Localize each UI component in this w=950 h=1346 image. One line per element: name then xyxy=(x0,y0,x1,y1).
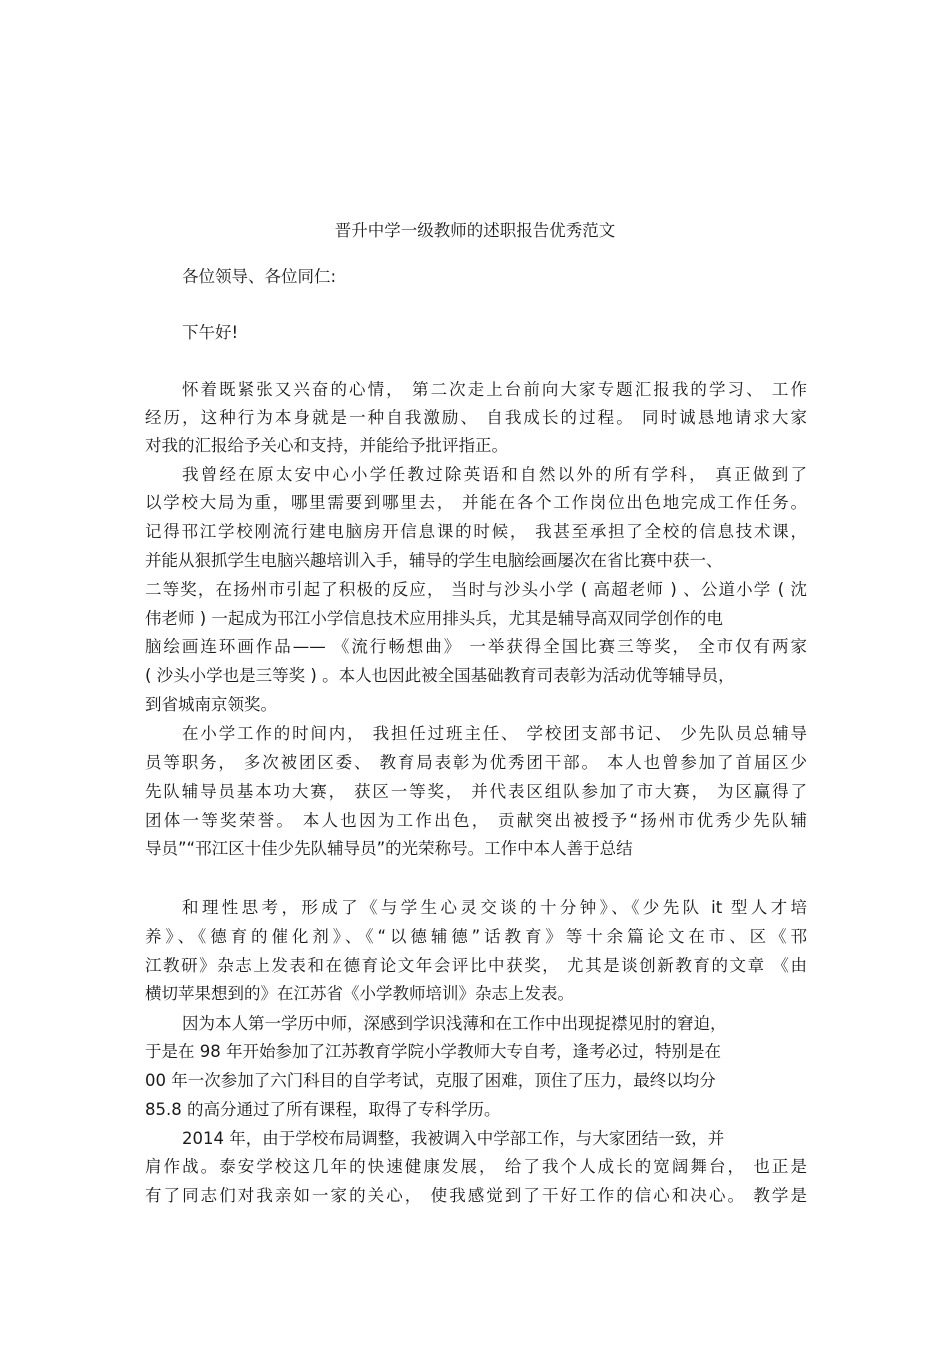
paragraph-line: 经历，这种行为本身就是一种自我激励、 自我成长的过程。 同时诚恳地请求大家 xyxy=(145,408,807,427)
paragraph-line: 导员”“邗江区十佳少先队辅导员”的光荣称号。工作中本人善于总结 xyxy=(145,839,633,858)
paragraph-line: 2014 年，由于学校布局调整，我被调入中学部工作，与大家团结一致，并 xyxy=(182,1129,725,1148)
paragraph-line: 怀着既紧张又兴奋的心情， 第二次走上台前向大家专题汇报我的学习、 工作 xyxy=(182,380,807,399)
paragraph-line: 85.8 的高分通过了所有课程，取得了专科学历。 xyxy=(145,1100,501,1119)
paragraph-line: 二等奖，在扬州市引起了积极的反应， 当时与沙头小学 ( 高超老师 ) 、公道小学 ( 沈 xyxy=(145,580,807,599)
paragraph-line: 员等职务， 多次被团区委、 教育局表彰为优秀团干部。 本人也曾参加了首届区少 xyxy=(145,753,807,772)
paragraph-line: 到省城南京领奖。 xyxy=(145,695,277,714)
paragraph-line: 横切苹果想到的》在江苏省《小学教师培训》杂志上发表。 xyxy=(145,984,574,1003)
paragraph-line: 江教研》杂志上发表和在德育论文年会评比中获奖， 尤其是谈创新教育的文章 《由 xyxy=(145,956,807,975)
paragraph-line: 于是在 98 年开始参加了江苏教育学院小学教师大专自考，逢考必过，特别是在 xyxy=(145,1042,721,1061)
paragraph-line: 和理性思考，形成了《与学生心灵交谈的十分钟》、《少先队 it 型人才培 xyxy=(182,898,807,917)
document-title: 晋升中学一级教师的述职报告优秀范文 xyxy=(334,221,616,240)
paragraph-line: 因为本人第一学历中师，深感到学识浅薄和在工作中出现捉襟见肘的窘迫， xyxy=(182,1014,727,1033)
paragraph-line: ( 沙头小学也是三等奖 ) 。本人也因此被全国基础教育司表彰为活动优等辅导员， xyxy=(145,666,735,685)
greeting: 下午好! xyxy=(182,323,239,342)
paragraph-line: 对我的汇报给予关心和支持，并能给予批评指正。 xyxy=(145,436,508,455)
paragraph-line: 有了同志们对我亲如一家的关心， 使我感觉到了干好工作的信心和决心。 教学是 xyxy=(145,1186,807,1205)
paragraph-line: 记得邗江学校刚流行建电脑房开信息课的时候， 我甚至承担了全校的信息技术课， xyxy=(145,522,807,541)
paragraph-line: 00 年一次参加了六门科目的自学考试，克服了困难，顶住了压力，最终以均分 xyxy=(145,1071,716,1090)
paragraph-line: 肩作战。泰安学校这几年的快速健康发展， 给了我个人成长的宽阔舞台， 也正是 xyxy=(145,1157,807,1176)
paragraph-line: 先队辅导员基本功大赛， 获区一等奖， 并代表区组队参加了市大赛， 为区赢得了 xyxy=(145,782,807,801)
paragraph-line: 伟老师 ) 一起成为邗江小学信息技术应用排头兵，尤其是辅导高双同学创作的电 xyxy=(145,609,723,628)
paragraph-line: 以学校大局为重，哪里需要到哪里去， 并能在各个工作岗位出色地完成工作任务。 xyxy=(145,493,807,512)
salutation: 各位领导、各位同仁: xyxy=(182,267,337,286)
paragraph-line: 养》、《德育的催化剂》、《“以德辅德”话教育》等十余篇论文在市、区《邗 xyxy=(145,927,807,946)
paragraph-line: 我曾经在原太安中心小学任教过除英语和自然以外的所有学科， 真正做到了 xyxy=(182,465,807,484)
paragraph-line: 在小学工作的时间内， 我担任过班主任、 学校团支部书记、 少先队员总辅导 xyxy=(182,724,807,743)
paragraph-line: 并能从狠抓学生电脑兴趣培训入手，辅导的学生电脑绘画屡次在省比赛中获一、 xyxy=(145,551,723,570)
paragraph-line: 团体一等奖荣誉。 本人也因为工作出色， 贡献突出被授予“扬州市优秀少先队辅 xyxy=(145,811,807,830)
paragraph-line: 脑绘画连环画作品—— 《流行畅想曲》 一举获得全国比赛三等奖， 全市仅有两家 xyxy=(145,637,807,656)
